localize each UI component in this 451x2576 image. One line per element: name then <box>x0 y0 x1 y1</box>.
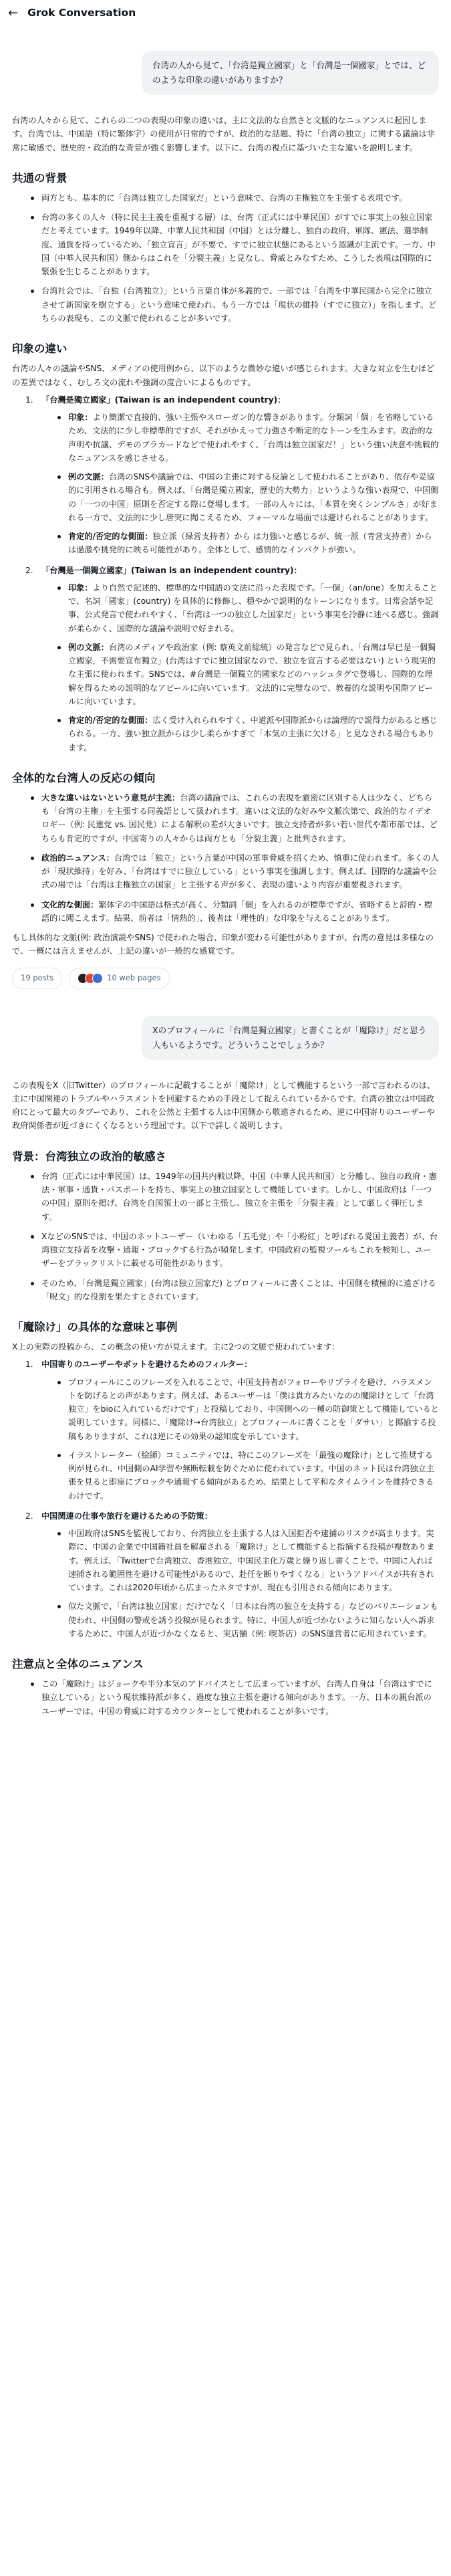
background-list <box>12 1170 439 1303</box>
common-list <box>12 191 439 325</box>
heading-overall: 全体的な台湾人の反応の傾向 <box>12 771 156 784</box>
site-favicon-icon <box>92 973 103 984</box>
heading-background: 背景：台湾独立の政治的敏感さ <box>12 1150 166 1163</box>
sub-key: 印象： <box>68 582 93 593</box>
list-item: プロフィールにこのフレーズを入れることで、中国支持者がフォローやリプライを避け、ハラスメントを防げるとの声があります。例えば、あるユーザーは「僕は貴方みたいなのの魔除けとして「台湾独立」をbioに入れているだけです」と投稿しており、中国側への一種の防御策として機能していると説明しています。同様に、「魔除け→台湾独立」とプロフィールに書くことを「ダサい」と揶揄する投稿もありますが、これは逆にその効果の認知度を示しています。 <box>41 1376 439 1443</box>
item-title: 中国関連の仕事や旅行を避けるための予防策： <box>41 1511 212 1521</box>
sub-key: 印象： <box>68 413 93 422</box>
heading-meaning: 「魔除け」の具体的な意味と事例 <box>12 1321 178 1333</box>
meaning-intro: X上の実際の投稿から、この概念の使い方が見えます。主に2つの文脈で使われています： <box>12 1342 340 1352</box>
heading-differences: 印象の違い <box>12 342 67 356</box>
list-item <box>12 393 439 557</box>
differences-list <box>12 393 439 754</box>
list-item: 両方とも、基本的に「台湾は独立した国家だ」という意味で、台湾の主権独立を主張する表現です。 <box>12 191 439 205</box>
web-pages-count: 10 web pages <box>107 973 161 983</box>
list-item: 中国政府はSNSを監視しており、台湾独立を主張する人は入国拒否や逮捕のリスクが高まります。実際に、中国の企業で中国籍社員を解雇される「魔除け」として機能すると指摘する投稿が複数あります。例えば、「Twitterで台湾独立、香港独立、中国民主化万歳と繰り返し書くことで、中国に入れば速捕される範囲性を避ける可能性があるので、赴任を断りやすくなる」というアドバイスが共有されています。これは2020年頃から広まったネタですが、現在も引用される傾向にあります。 <box>41 1527 439 1594</box>
item-title: 「台灣是獨立國家」(Taiwan is an independent country)： <box>41 395 286 405</box>
list-item: 似た文脈で、「台湾は独立国家」だけでなく「日本は台湾の独立を支持する」などのバリエーションも使われ、中国側の警戒を誘う投稿が見られます。特に、中国人が近づかないように知らない人へ訴求するために、中国人が近づかなくなると、実店舗（例: 喫茶店）のSNS運営者に応用されています。 <box>41 1600 439 1640</box>
sub-key: 肯定的/否定的な側面： <box>68 532 153 541</box>
list-item <box>41 470 439 524</box>
list-item <box>41 581 439 635</box>
sub-list <box>41 581 439 754</box>
item-number: 2. <box>25 565 33 575</box>
item-value: 繁体字の中国語は格式が高く、分類詞「個」を入れるのが標準ですが、省略すると詩的・標語的に聞こえます。結果、前者は「情熱的」、後者は「理性的」な印象を与えることがあります。 <box>41 899 432 923</box>
sub-list <box>41 1527 439 1640</box>
answer-1-outro: もし具体的な文脈(例: 政治演説やSNS) で使われた場合、印象が変わる可能性がありますが、台湾の意見は多様なので、一概には言えませんが、上記の違いが一般的な感覚です。 <box>12 933 434 956</box>
heading-common: 共通の背景 <box>12 171 67 185</box>
item-key: 政治的ニュアンス： <box>41 853 114 863</box>
list-item: 台湾（正式には中華民国）は、1949年の国共内戦以降、中国（中華人民共和国）と分離し、独自の政府・憲法・軍事・通貨・パスポートを持ち、事実上の独立国家として機能しています。しかし、中国政府は「一つの中国」原則を掲げ、台湾を自国領土の一部と主張し、独立を主張を「分裂主義」として厳しく弾圧します。 <box>12 1170 439 1224</box>
list-item: XなどのSNSでは、中国のネットユーザー（いわゆる「五毛党」や「小粉紅」と呼ばれる愛国主義者）が、台湾独立支持者を攻撃・通報・ブロックする行為が頻発します。中国政府の監視ツールもこれを検知し、ユーザーをブラックリストに載せる可能性があります。 <box>12 1230 439 1271</box>
list-item <box>41 411 439 465</box>
meaning-list <box>12 1358 439 1640</box>
sub-value: 台湾のメディアや政治家（例: 蔡英文前総統）の発言などで見られ、「台灣は早已是一個獨立國家，不需要宣布獨立」(台湾はすでに独立国家なので、独立を宣言する必要はない) という現実的な主張に使われます。SNSでは、#台灣是一個獨立的國家などのハッシュタグで登場し、国際的な理解を得るための説明的なアピールに向いています。文法的に完璧なので、教養的な説明や国際アピールに向いています。 <box>68 642 436 706</box>
heading-notes: 注意点と全体のニュアンス <box>12 1658 144 1671</box>
item-value: 台湾では「独立」という言葉が中国の軍事脅威を招くため、慎重に使われます。多くの人が「現状維持」を好み、「台湾はすでに独立している」という事実を強調します。例えば、国際的な議論や公式の場では「台湾は主権独立の国家」と主張する声が多く、表現の違いより内容が重要視されます。 <box>41 853 439 890</box>
item-key: 大きな違いはないという意見が主流： <box>41 792 180 802</box>
list-item: そのため、「台灣是獨立國家」(台湾は独立国家だ) とプロフィールに書くことは、中国側を積極的に遠ざける「呪文」的な役割を果たすとされています。 <box>12 1277 439 1304</box>
list-item <box>12 898 439 926</box>
item-number: 1. <box>25 1360 33 1370</box>
back-arrow-icon[interactable]: ← <box>8 6 19 20</box>
page-title: Grok Conversation <box>27 7 136 19</box>
web-source-button[interactable] <box>69 968 169 989</box>
item-title: 「台灣是一個獨立國家」(Taiwan is an independent country)： <box>41 565 302 575</box>
user-message-2: Xのプロフィールに「台灣是獨立國家」と書くことが「魔除け」だと思う人もいるようです。どういうことでしょうか？ <box>142 1016 439 1060</box>
answer-1-intro: 台湾の人々から見て、これらの二つの表現の印象の違いは、主に文法的な自然さと文脈的なニュアンスに起因します。台湾では、中国語（特に繁体字）の使用が日常的ですが、政治的な話題、特に「台湾の独立」に関する議論は非常に敏感で、歴史的・政治的な背景が強く影響します。以下に、台湾の視点に基づいた主な違いを説明します。 <box>12 116 435 152</box>
sub-value: 広く受け入れられやすく、中道派や国際派からは論理的で説得力があると感じられる。一方、強い独立派からは少し柔らかすぎて「本気の主張に欠ける」と見なされる場合もあります。 <box>68 716 438 752</box>
list-item <box>12 851 439 892</box>
sub-value: より自然で記述的、標準的な中国語の文法に沿った表現です。「一個」（an/one）を加えることで、名詞「國家」(country) を具体的に修飾し、穏やかで説明的なトーンになります。日常会話や記事、公式発言で使われやすく、「台湾は一つの独立した国家だ」という事実を冷静に述べる感じ。強調が柔らかく、国際的な議論や説明で好まれる。 <box>68 582 439 633</box>
favicon-stack <box>78 973 103 984</box>
notes-list <box>12 1677 439 1718</box>
user-message-row <box>12 51 439 95</box>
item-number: 2. <box>25 1511 33 1521</box>
differences-intro: 台湾の人々の議論やSNS、メディアの使用例から、以下のような微妙な違いが感じられます。大きな対立を生むほどの差異ではなく、むしろ文の流れや強調の度合いによるものです。 <box>12 364 435 387</box>
overall-list <box>12 791 439 925</box>
item-value: 台湾の議論では、これらの表現を厳密に区別する人は少なく、どちらも「台湾の主権」を主張する同義語として扱われます。違いは文法的な好みや文脈次第で、政治的なイデオロギー（例: 民進党 vs. 国民党）による解釈の差が大きいです。独立支持者が多い若い世代や都市部では、どちらも肯定的ですが、中国寄りの人々からは両方とも「分裂主義」と批判されます。 <box>41 792 438 843</box>
list-item <box>12 791 439 845</box>
sub-value: 独立派（緑営支持者）から は力強いと感じるが、統一派（青営支持者）からは過激や挑発的に映る可能性があり。全体として、感情的なインパクトが強い。 <box>68 532 432 555</box>
list-item <box>41 530 439 557</box>
item-title: 中国寄りのユーザーやボットを避けるためのフィルター： <box>41 1360 253 1370</box>
list-item: この「魔除け」はジョークや半分本気のアドバイスとして広まっていますが、台湾人自身は「台湾はすでに独立している」という現状維持派が多く、過度な独立主張を避ける傾向があります。一方、日本の親台派のユーザーでは、中国の脅威に対するカウンターとして使われることが多いです。 <box>12 1677 439 1718</box>
sub-key: 肯定的/否定的な側面： <box>68 716 153 725</box>
item-key: 文化的な側面： <box>41 899 99 909</box>
sources-bar <box>12 968 439 989</box>
list-item <box>12 1358 439 1503</box>
item-number: 1. <box>25 395 33 405</box>
list-item <box>41 641 439 708</box>
posts-count: 19 posts <box>21 973 54 983</box>
sub-value: より簡潔で直接的、強い主張やスローガン的な響きがあります。分類詞「個」を省略しているため、文法的に少し非標準的ですが、それがかえって力強さや断定的なトーンを生みます。政治的な声明や抗議、デモのプラカードなどで使われやすく、「台湾は独立国家だ！」という強い決意や挑戦的なニュアンスを感じさせる。 <box>68 413 439 463</box>
posts-source-button[interactable] <box>12 968 62 989</box>
sub-list <box>41 411 439 557</box>
conversation-body <box>0 51 451 1718</box>
answer-2-intro: この表現をX（旧Twitter）のプロフィールに記載することが「魔除け」として機能するという一部で言われるのは、主に中国関連のトラブルやハラスメントを回避するための手段として捉えられているからです。台湾の独立は中国政府にとって最大のタブーであり、これを公然と主張する人は中国側から敬遠されるため、逆に中国寄りのユーザーや政府関係者が近づきにくくなるという理屈です。以下で詳しく説明します。 <box>12 1080 435 1131</box>
header <box>0 0 451 27</box>
sub-key: 例の文脈： <box>68 472 109 481</box>
sub-list <box>41 1376 439 1503</box>
user-message-1: 台湾の人から見て、「台湾是獨立國家」と「台灣是一個國家」とでは、どのような印象の違いがありますか？ <box>142 51 439 95</box>
list-item <box>12 564 439 754</box>
list-item: 台湾の多くの人々（特に民主主義を重視する層）は、台湾（正式には中華民国）がすでに事実上の独立国家だと考えています。1949年以降、中華人民共和国（中国）とは分離し、独自の政府、軍隊、憲法、選挙制度、通貨を持っているため、「独立宣言」が不要で、すでに独立状態にあるという認識が主流です。一方、中国（中華人民共和国）側からはこれを「分裂主義」と見なし、脅威とみなすため、こうした表現は国際的に緊張を生じることがあります。 <box>12 211 439 278</box>
list-item: イラストレーター（絵師）コミュニティでは、特にこのフレーズを「最強の魔除け」として推奨する例が見られ、中国側のAI学習や無断転載を防ぐために使われています。中国のネット民は台湾独立主張を見ると即座にブロックや通報する傾向があるため、結果として平和なタイムラインを維持できるわけです。 <box>41 1448 439 1503</box>
sub-value: 台湾のSNSや議論では、中国の主張に対する反論として使われることがあり、依存や妥協的に引用される場合も。例えば、「台灣是獨立國家，歷史的大勢力」というような強い表現で、中国側の「一つの中国」原則を否定する際に登場します。一部の人々には、「本質を突くシンプルさ」が好まれる一方で、文法的に少し唐突に聞こえるため、フォーマルな場面では避けられることがあります。 <box>68 472 439 522</box>
user-message-row <box>12 1016 439 1060</box>
list-item <box>41 714 439 754</box>
list-item <box>12 1509 439 1640</box>
list-item: 台湾社会では、「台独（台湾独立）」という言葉自体が多義的で、一部では「台湾を中華民国から完全に独立させて新国家を樹立する」という意味で使われ、もう一方では「現状の維持（すでに独立）」を指します。どちらの表現も、この文脈で使われることが多いです。 <box>12 284 439 325</box>
sub-key: 例の文脈： <box>68 642 109 652</box>
